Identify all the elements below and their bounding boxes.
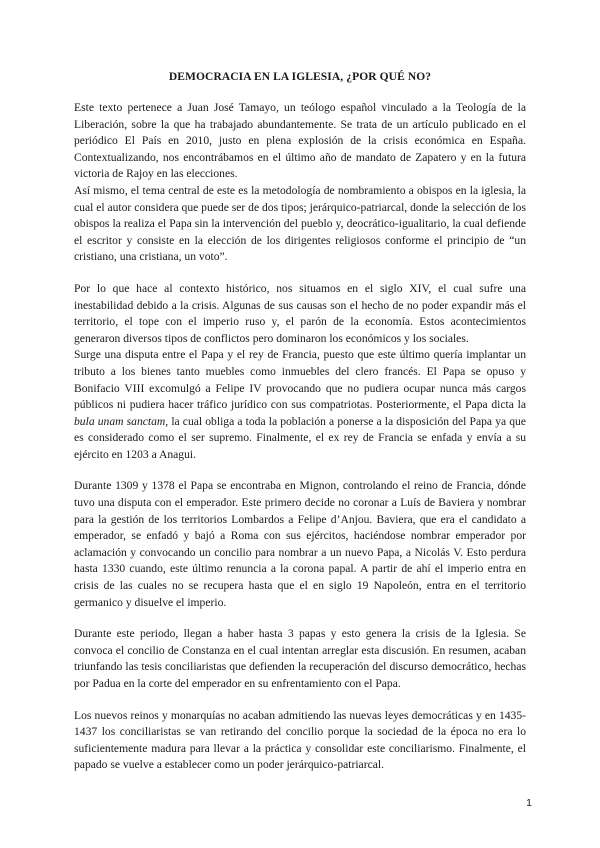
page-number: 1 [526,797,532,809]
document-title: DEMOCRACIA EN LA IGLESIA, ¿POR QUÉ NO? [168,71,432,83]
paragraph-author-context: Este texto pertenece a Juan José Tamayo, un teólogo español vinculado a la Teología de la Liberación, sobre la que ha trabajado abundantemente. Se trata de un artículo publicado en el periódico El País en 2010, justo en plena explosión de la crisis económica en España. Contextualizando, nos encontrábamos en el último año de mandato de Zapatero y en la futura victoria de Rajoy en las elecciones. [74,101,526,181]
paragraph-text-before: Surge una disputa entre el Papa y el rey de Francia, puesto que este último quería implantar un tributo a los bienes tanto muebles como inmuebles del clero francés. El Papa se opuso y Bonifacio VIII excomulgó a Felipe IV provocando que no pudiera ocupar nunca más cargos públicos ni pudiera hacer tráfico jurídico con sus compatriotas. Posteriormente, el Papa dicta la [74,348,526,412]
paragraph-text-after: la cual obliga a toda la población a ponerse a la disposición del Papa ya que es considerado como el ser supremo. Finalmente, el ex rey de Francia se enfada y envía a su ejército en 1203 a Anagui. [74,414,527,461]
paragraph-pope-king-dispute [74,347,526,463]
paragraph-conclusion: Los nuevos reinos y monarquías no acaban admitiendo las nuevas leyes democráticas y en 1435-1437 los conciliaristas se van retirando del concilio porque la sociedad de la época no era lo suficientemente madura para llevar a la práctica y consolidar este conciliarismo. Finalmente, el papado se vuelve a establecer como un poder jerárquico-patriarcal. [74,708,526,772]
bula-title: bula unam sanctam, [74,414,169,428]
paragraph-church-crisis: Durante este periodo, llegan a haber hasta 3 papas y esto genera la crisis de la Iglesia. Se convoca el concilio de Constanza en el cual intentan arreglar esta discusión. En resumen, acaban triunfando las tesis conciliaristas que defienden la recuperación del discurso democrático, hechas por Padua en la corte del emperador en su enfrentamiento con el Papa. [74,627,526,690]
paragraph-historical-context: Por lo que hace al contexto histórico, nos situamos en el siglo XIV, el cual sufre una inestabilidad debido a la crisis. Algunas de sus causas son el hecho de no poder expandir más el territorio, el tope con el imperio ruso y, el parón de la economía. Estos acontecimientos generaron diversos tipos de conflictos pero dominaron los económicos y los sociales. [74,281,526,345]
paragraph-avignon-period: Durante 1309 y 1378 el Papa se encontraba en Mignon, controlando el reino de Francia, dónde tuvo una disputa con el emperador. Este primero decide no coronar a Luís de Baviera y nombrar para la gestión de los territorios Lombardos a Felipe d’Anjou. Baviera, que era el candidato a emperador, se enfadó y bajó a Roma con sus ejércitos, haciéndose nombrar emperador por aclamación y convocando un concilio para nombrar a un nuevo Papa, a Nicolás V. Esto perdura hasta 1330 cuando, este último renuncia a la corona papal. A partir de ahí el imperio entra en crisis de las cuales no se recupera hasta que el en siglo 19 Napoleón, entra en el territorio germanico y disuelve el imperio. [74,479,526,609]
document-body [74,100,526,789]
paragraph-central-theme: Así mismo, el tema central de este es la metodología de nombramiento a obispos en la iglesia, la cual el autor considera que puede ser de dos tipos; jerárquico-patriarcal, donde la selección de los obispos la realiza el Papa sin la intervención del pueblo y, deocrático-igualitario, la cual defiende el escritor y consiste en la elección de los dirigentes religiosos conforme el principio de “un cristiano, una cristiana, un voto”. [74,183,526,264]
